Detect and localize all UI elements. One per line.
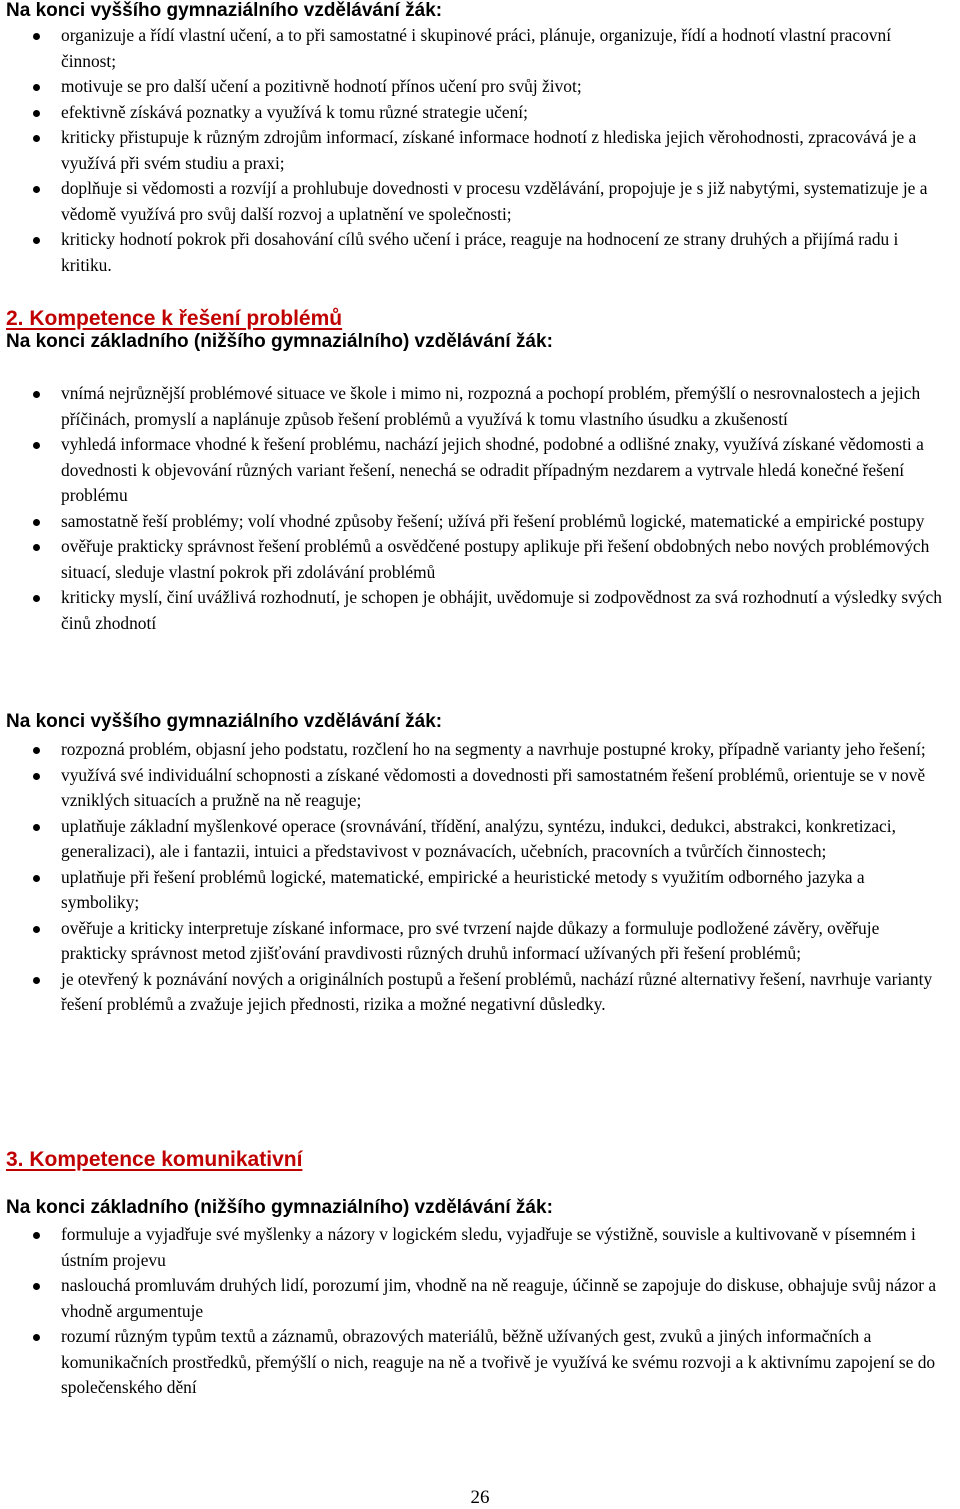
list-item: uplatňuje při řešení problémů logické, matematické, empirické a heuristické metody s využitím odborného jazyka a symboliky; xyxy=(0,865,960,916)
list-item: doplňuje si vědomosti a rozvíjí a prohlubuje dovednosti v procesu vzdělávání, propojuje je s již nabytými, systematizuje je a vědomě využívá pro svůj další rozvoj a uplatnění ve společnosti; xyxy=(0,176,960,227)
heading-upper-secondary-learning: Na konci vyššího gymnaziálního vzdělávání žák: xyxy=(6,0,443,21)
list-item: uplatňuje základní myšlenkové operace (srovnávání, třídění, analýzu, syntézu, indukci, dedukci, abstrakci, konkretizaci, generalizaci), ale i fantazii, intuici a představivost v poznávacích, učebních, pracovních a tvůrčích činnostech; xyxy=(0,814,960,865)
list-item: organizuje a řídí vlastní učení, a to při samostatné i skupinové práci, plánuje, organizuje, řídí a hodnotí vlastní pracovní činnost; xyxy=(0,23,960,74)
list-learning-upper xyxy=(0,23,960,278)
list-communicative-lower xyxy=(0,1222,960,1401)
list-item: kriticky přistupuje k různým zdrojům informací, získané informace hodnotí z hlediska jejich věrohodnosti, zpracovává je a využívá při svém studiu a praxi; xyxy=(0,125,960,176)
list-problem-solving-upper xyxy=(0,737,960,1018)
list-item: rozpozná problém, objasní jeho podstatu, rozčlení ho na segmenty a navrhuje postupné kroky, případně varianty jeho řešení; xyxy=(0,737,960,763)
list-item: kriticky myslí, činí uvážlivá rozhodnutí, je schopen je obhájit, uvědomuje si zodpovědnost za svá rozhodnutí a výsledky svých činů zhodnotí xyxy=(0,585,960,636)
heading-lower-secondary-communicative: Na konci základního (nižšího gymnaziálního) vzdělávání žák: xyxy=(6,1197,553,1218)
section-title-problem-solving: 2. Kompetence k řešení problémů xyxy=(6,307,343,330)
list-item: využívá své individuální schopnosti a získané vědomosti a dovednosti při samostatném řešení problémů, orientuje se v nově vzniklých situacích a pružně na ně reaguje; xyxy=(0,763,960,814)
section-title-communicative: 3. Kompetence komunikativní xyxy=(6,1148,303,1171)
list-item: ověřuje a kriticky interpretuje získané informace, pro své tvrzení najde důkazy a formuluje podložené závěry, ověřuje prakticky správnost metod zjišťování pravdivosti různých druhů informací užívaných při řešení problémů; xyxy=(0,916,960,967)
list-item: vnímá nejrůznější problémové situace ve škole i mimo ni, rozpozná a pochopí problém, přemýšlí o nesrovnalostech a jejich příčinách, promyslí a naplánuje způsob řešení problémů a využívá k tomu vlastního úsudku a zkušeností xyxy=(0,381,960,432)
list-item: je otevřený k poznávání nových a originálních postupů a řešení problémů, nachází různé alternativy řešení, navrhuje varianty řešení problémů a zvažuje jejich přednosti, rizika a možné negativní důsledky. xyxy=(0,967,960,1018)
list-item: vyhledá informace vhodné k řešení problému, nachází jejich shodné, podobné a odlišné znaky, využívá získané vědomosti a dovednosti k objevování různých variant řešení, nenechá se odradit případným nezdarem a vytrvale hledá konečné řešení problému xyxy=(0,432,960,509)
list-item: motivuje se pro další učení a pozitivně hodnotí přínos učení pro svůj život; xyxy=(0,74,960,100)
list-item: efektivně získává poznatky a využívá k tomu různé strategie učení; xyxy=(0,100,960,126)
list-item: rozumí různým typům textů a záznamů, obrazových materiálů, běžně užívaných gest, zvuků a jiných informačních a komunikačních prostředků, přemýšlí o nich, reaguje na ně a tvořivě je využívá ke svému rozvoji a k aktivnímu zapojení se do společenského dění xyxy=(0,1324,960,1401)
list-item: ověřuje prakticky správnost řešení problémů a osvědčené postupy aplikuje při řešení obdobných nebo nových problémových situací, sleduje vlastní pokrok při zdolávání problémů xyxy=(0,534,960,585)
list-item: naslouchá promluvám druhých lidí, porozumí jim, vhodně na ně reaguje, účinně se zapojuje do diskuse, obhajuje svůj názor a vhodně argumentuje xyxy=(0,1273,960,1324)
page-number: 26 xyxy=(470,1487,490,1508)
heading-upper-secondary-problem-solving: Na konci vyššího gymnaziálního vzdělávání žák: xyxy=(6,711,443,732)
heading-lower-secondary-problem-solving: Na konci základního (nižšího gymnaziálního) vzdělávání žák: xyxy=(6,331,553,352)
list-item: kriticky hodnotí pokrok při dosahování cílů svého učení i práce, reaguje na hodnocení ze strany druhých a přijímá radu i kritiku. xyxy=(0,227,960,278)
list-item: samostatně řeší problémy; volí vhodné způsoby řešení; užívá při řešení problémů logické, matematické a empirické postupy xyxy=(0,509,960,535)
list-item: formuluje a vyjadřuje své myšlenky a názory v logickém sledu, vyjadřuje se výstižně, souvisle a kultivovaně v písemném i ústním projevu xyxy=(0,1222,960,1273)
list-problem-solving-lower xyxy=(0,381,960,636)
